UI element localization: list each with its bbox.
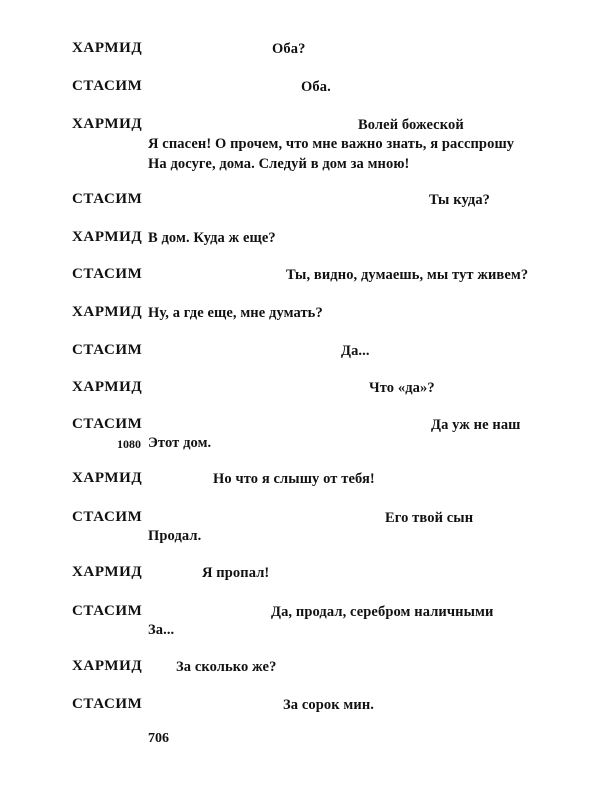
speaker-name: ХАРМИД — [72, 379, 143, 395]
speaker-name: СТАСИМ — [72, 342, 143, 358]
dialogue-line: Да уж не наш — [431, 417, 521, 433]
dialogue-line: Этот дом. — [148, 435, 212, 451]
dialogue-line: Что «да»? — [369, 380, 435, 396]
dialogue-line: За сорок мин. — [283, 697, 375, 713]
dialogue-line: На досуге, дома. Следуй в дом за мною! — [148, 156, 410, 172]
dialogue-line: За... — [148, 622, 175, 638]
speaker-name: ХАРМИД — [72, 564, 143, 580]
speaker-name: ХАРМИД — [72, 116, 143, 132]
speaker-name: СТАСИМ — [72, 266, 143, 282]
speaker-name: СТАСИМ — [72, 78, 143, 94]
dialogue-line: Ты, видно, думаешь, мы тут живем? — [286, 267, 529, 283]
page-number: 706 — [148, 731, 169, 746]
dialogue-line: Да... — [341, 343, 370, 359]
dialogue-line: Ты куда? — [429, 192, 491, 208]
dialogue-line: Оба. — [301, 79, 331, 95]
speaker-name: СТАСИМ — [72, 191, 143, 207]
speaker-name: ХАРМИД — [72, 229, 143, 245]
dialogue-line: За сколько же? — [176, 659, 277, 675]
speaker-name: ХАРМИД — [72, 40, 143, 56]
speaker-name: СТАСИМ — [72, 696, 143, 712]
dialogue-line: Но что я слышу от тебя! — [213, 471, 375, 487]
dialogue-line: Оба? — [272, 41, 306, 57]
speaker-name: ХАРМИД — [72, 658, 143, 674]
speaker-name: ХАРМИД — [72, 304, 143, 320]
dialogue-line: Волей божеской — [358, 117, 464, 133]
line-number: 1080 — [117, 437, 141, 451]
dialogue-line: Да, продал, серебром наличными — [271, 604, 494, 620]
speaker-name: СТАСИМ — [72, 509, 143, 525]
dialogue-line: Его твой сын — [385, 510, 474, 526]
dialogue-line: В дом. Куда ж еще? — [148, 230, 276, 246]
speaker-name: СТАСИМ — [72, 416, 143, 432]
dialogue-line: Продал. — [148, 528, 202, 544]
dialogue-line: Я спасен! О прочем, что мне важно знать, я расспрошу — [148, 136, 515, 152]
speaker-name: СТАСИМ — [72, 603, 143, 619]
speaker-name: ХАРМИД — [72, 470, 143, 486]
dialogue-line: Я пропал! — [202, 565, 270, 581]
dialogue-line: Ну, а где еще, мне думать? — [148, 305, 323, 321]
